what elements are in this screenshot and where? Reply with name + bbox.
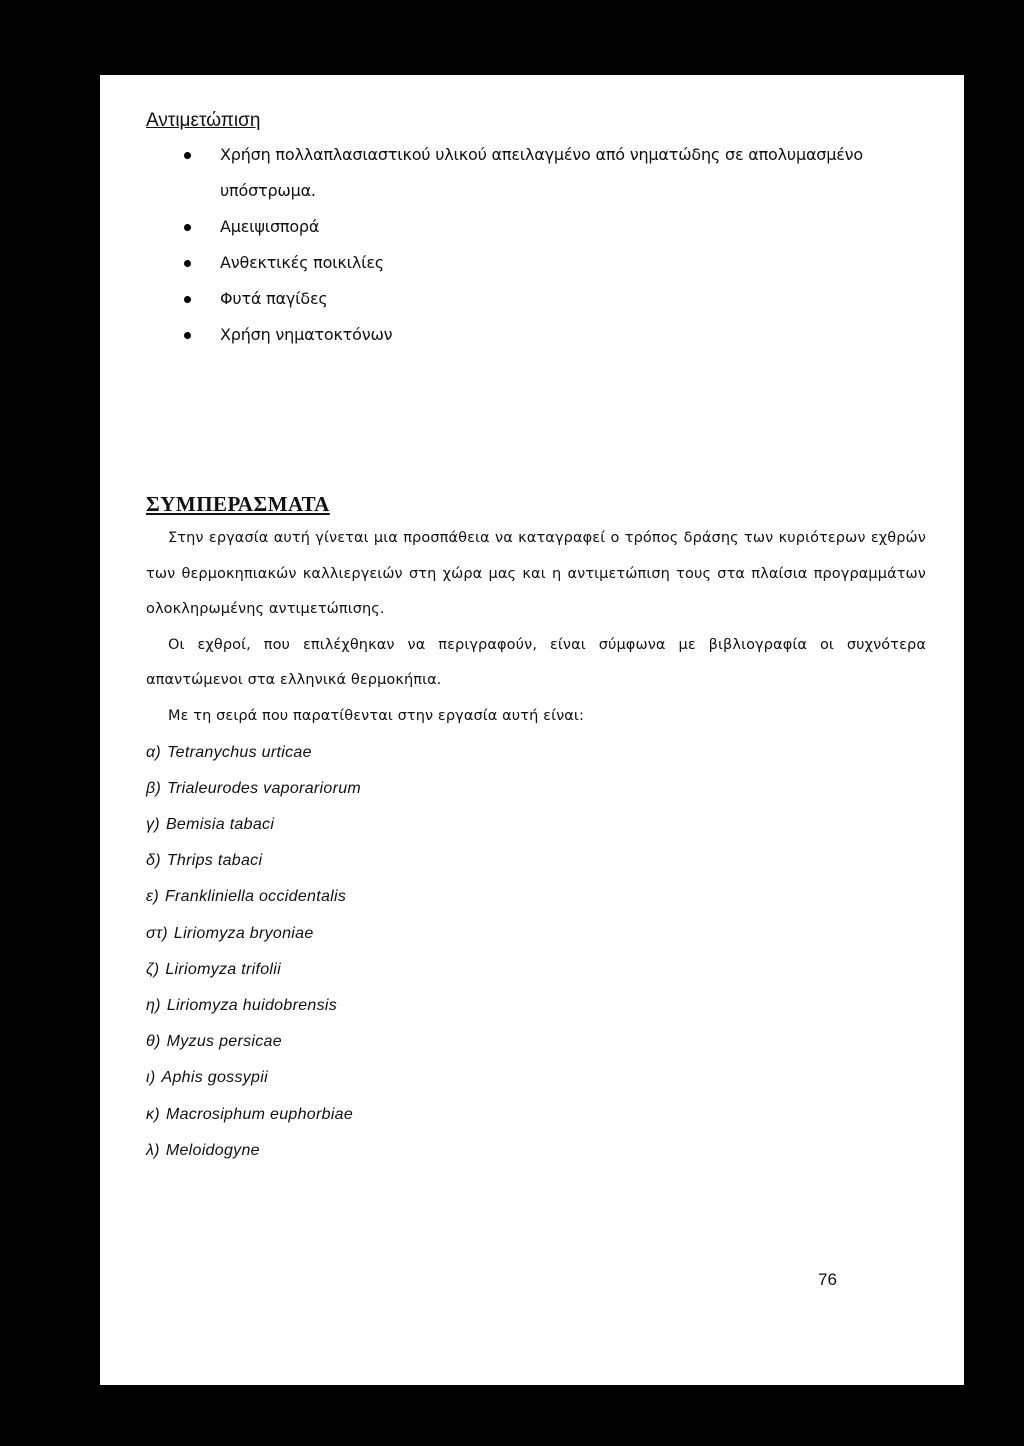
- species-list: [146, 735, 926, 1169]
- species-item: [146, 1024, 926, 1060]
- treatment-item: [146, 317, 926, 353]
- species-item: [146, 1060, 926, 1096]
- treatment-item-text: Φυτά παγίδες: [220, 289, 328, 308]
- treatment-item: [146, 281, 926, 317]
- species-name: Aphis gossypii: [161, 1069, 268, 1087]
- conclusions-paragraph: Στην εργασία αυτή γίνεται μια προσπάθεια να καταγραφεί ο τρόπος δράσης των κυριότερων εχθρών των θερμοκηπιακών καλλιεργειών στη χώρα μας και η αντιμετώπιση τους στα πλαίσια προγραμμάτων ολοκληρωμένης αντιμετώπισης.: [146, 530, 926, 618]
- species-name: Myzus persicae: [166, 1033, 282, 1051]
- species-item: [146, 1133, 926, 1169]
- treatment-item: [146, 209, 926, 245]
- conclusions-heading: ΣΥΜΠΕΡΑΣΜΑΤΑ: [146, 492, 330, 516]
- species-name: Liriomyza trifolii: [165, 960, 281, 978]
- species-marker: α): [146, 743, 162, 761]
- bullet-icon: [184, 332, 191, 339]
- bullet-icon: [184, 296, 191, 303]
- document-page: [100, 75, 964, 1385]
- species-name: Tetranychus urticae: [167, 743, 312, 761]
- species-item: [146, 735, 926, 771]
- bullet-icon: [184, 152, 191, 159]
- conclusions-paragraph: Οι εχθροί, που επιλέχθηκαν να περιγραφούν, είναι σύμφωνα με βιβλιογραφία οι συχνότερα απαντώμενοι στα ελληνικά θερμοκήπια.: [146, 636, 926, 689]
- treatment-item: [146, 245, 926, 281]
- species-marker: ι): [146, 1069, 156, 1087]
- species-item: [146, 1097, 926, 1133]
- species-item: [146, 771, 926, 807]
- species-item: [146, 988, 926, 1024]
- species-name: Meloidogyne: [165, 1141, 260, 1159]
- treatment-item-text: Χρήση νηματοκτόνων: [220, 325, 393, 344]
- page-number: 76: [818, 1270, 837, 1289]
- species-marker: λ): [146, 1141, 160, 1159]
- species-name: Liriomyza bryoniae: [173, 924, 314, 942]
- conclusions-paragraph: Με τη σειρά που παρατίθενται στην εργασία αυτή είναι:: [168, 707, 584, 724]
- species-marker: γ): [146, 815, 160, 833]
- treatment-item-text: Ανθεκτικές ποικιλίες: [220, 253, 384, 272]
- species-marker: ζ): [146, 960, 160, 978]
- species-name: Trialeurodes vaporariorum: [167, 779, 362, 797]
- treatment-item: [146, 137, 926, 209]
- species-name: Bemisia tabaci: [165, 815, 275, 833]
- species-marker: η): [146, 996, 161, 1014]
- treatment-heading: Αντιμετώπιση: [146, 110, 261, 131]
- treatment-list: [146, 137, 926, 353]
- species-item: [146, 916, 926, 952]
- species-marker: στ): [146, 924, 168, 942]
- species-name: Thrips tabaci: [166, 852, 263, 870]
- treatment-item-text: Χρήση πολλαπλασιαστικού υλικού απειλαγμένο από νηματώδης σε απολυμασμένο υπόστρωμα.: [220, 145, 863, 200]
- species-marker: β): [146, 779, 162, 797]
- species-marker: ε): [146, 888, 159, 906]
- bullet-icon: [184, 260, 191, 267]
- species-item: [146, 952, 926, 988]
- species-name: Macrosiphum euphorbiae: [165, 1105, 354, 1123]
- page-content: [146, 105, 926, 1169]
- species-name: Liriomyza huidobrensis: [166, 996, 338, 1014]
- species-marker: θ): [146, 1033, 161, 1051]
- species-item: [146, 879, 926, 915]
- species-marker: κ): [146, 1105, 160, 1123]
- species-item: [146, 843, 926, 879]
- species-name: Frankliniella occidentalis: [164, 888, 347, 906]
- treatment-item-text: Αμειψισπορά: [220, 217, 320, 236]
- bullet-icon: [184, 224, 191, 231]
- species-item: [146, 807, 926, 843]
- species-marker: δ): [146, 852, 161, 870]
